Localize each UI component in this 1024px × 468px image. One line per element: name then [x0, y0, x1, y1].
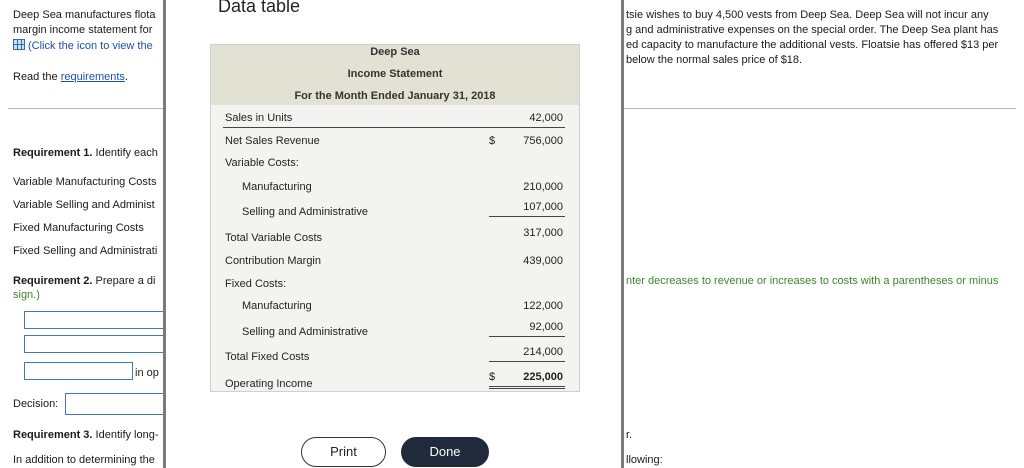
row-label: Operating Income	[225, 378, 313, 390]
print-button[interactable]: Print	[301, 437, 386, 467]
answer-input-3[interactable]	[24, 362, 133, 380]
cost-item: Fixed Manufacturing Costs	[13, 222, 144, 234]
requirement-3	[13, 428, 159, 443]
row-value: 210,000	[523, 181, 563, 193]
row-label: Selling and Administrative	[242, 326, 368, 338]
modal-title: Data table	[218, 0, 301, 16]
view-data-link-text[interactable]: (Click the icon to view the	[28, 40, 153, 52]
row-label: Contribution Margin	[225, 255, 321, 267]
subtotal-line	[489, 216, 565, 217]
row-value-operating-income: 225,000	[523, 371, 563, 383]
statement-period: For the Month Ended January 31, 2018	[211, 89, 579, 105]
req3-right: r.	[626, 429, 633, 441]
requirement-1	[13, 146, 158, 161]
subtotal-line	[489, 336, 565, 337]
req3-text: Identify long-	[95, 429, 159, 441]
req2-hint-right: nter decreases to revenue or increases to costs with a parentheses or minus	[626, 275, 999, 287]
answer-input-2[interactable]	[24, 335, 166, 353]
row-label: Total Variable Costs	[225, 232, 323, 244]
data-table-modal	[163, 0, 624, 468]
row-label: Fixed Costs:	[225, 278, 287, 290]
row-label: Manufacturing	[242, 300, 312, 312]
divider-right	[624, 108, 1016, 109]
read-requirements	[13, 70, 128, 85]
row-value: 107,000	[523, 201, 563, 213]
intro-line-2: margin income statement for	[13, 24, 153, 36]
req1-label: Requirement 1.	[13, 147, 93, 159]
period-text: .	[124, 71, 128, 83]
bottom-left-text: In addition to determining the	[13, 454, 155, 466]
row-value: 92,000	[529, 321, 563, 333]
statement-name: Income Statement	[347, 68, 443, 80]
cost-item: Variable Selling and Administ	[13, 199, 155, 211]
req2-hint-left: sign.)	[13, 289, 40, 301]
decision-label: Decision:	[13, 398, 59, 410]
intro-line-1: Deep Sea manufactures flota	[13, 9, 156, 21]
row-label: Variable Costs:	[225, 157, 299, 169]
req2-label: Requirement 2.	[13, 275, 93, 287]
subtotal-line	[489, 361, 565, 362]
right-line-3: ed capacity to manufacture the additional vests. Floatsie has offered $13 per	[626, 39, 999, 51]
requirements-link[interactable]: requirements	[60, 71, 125, 83]
req1-text: Identify each	[95, 147, 158, 159]
answer-input-1[interactable]	[24, 311, 166, 329]
row-value: 317,000	[523, 227, 563, 239]
table-grid-icon[interactable]	[13, 39, 25, 50]
dollar-sign: $	[489, 371, 496, 383]
row-label: Manufacturing	[242, 181, 312, 193]
view-data-link[interactable]	[13, 39, 153, 54]
cost-item: Variable Manufacturing Costs	[13, 176, 157, 188]
row-label: Selling and Administrative	[242, 206, 368, 218]
row-value: 42,000	[529, 112, 563, 124]
row-divider	[223, 127, 565, 128]
right-line-2: g and administrative expenses on the special order. The Deep Sea plant has	[626, 24, 999, 36]
company-name: Deep Sea	[370, 46, 420, 58]
requirement-2	[13, 274, 155, 289]
row-value: 439,000	[523, 255, 563, 267]
done-button[interactable]: Done	[401, 437, 489, 467]
income-statement-table	[210, 44, 580, 392]
right-line-1: tsie wishes to buy 4,500 vests from Deep Sea. Deep Sea will not incur any	[626, 9, 989, 21]
cost-item: Fixed Selling and Administrati	[13, 245, 158, 257]
double-underline	[489, 388, 565, 389]
dollar-sign: $	[489, 135, 496, 147]
row-label: Net Sales Revenue	[225, 135, 320, 147]
bottom-right-text: llowing:	[626, 454, 663, 466]
read-the-text: Read the	[13, 71, 58, 83]
decision-select[interactable]	[65, 393, 167, 415]
row-label: Sales in Units	[225, 112, 293, 124]
right-line-4: below the normal sales price of $18.	[626, 54, 803, 66]
req3-label: Requirement 3.	[13, 429, 93, 441]
in-op-text: in op	[135, 367, 159, 379]
double-underline	[489, 386, 565, 387]
row-value: 756,000	[523, 135, 563, 147]
req2-text: Prepare a di	[95, 275, 156, 287]
row-value: 214,000	[523, 346, 563, 358]
row-value: 122,000	[523, 300, 563, 312]
row-label: Total Fixed Costs	[225, 351, 310, 363]
divider-left	[8, 108, 163, 109]
